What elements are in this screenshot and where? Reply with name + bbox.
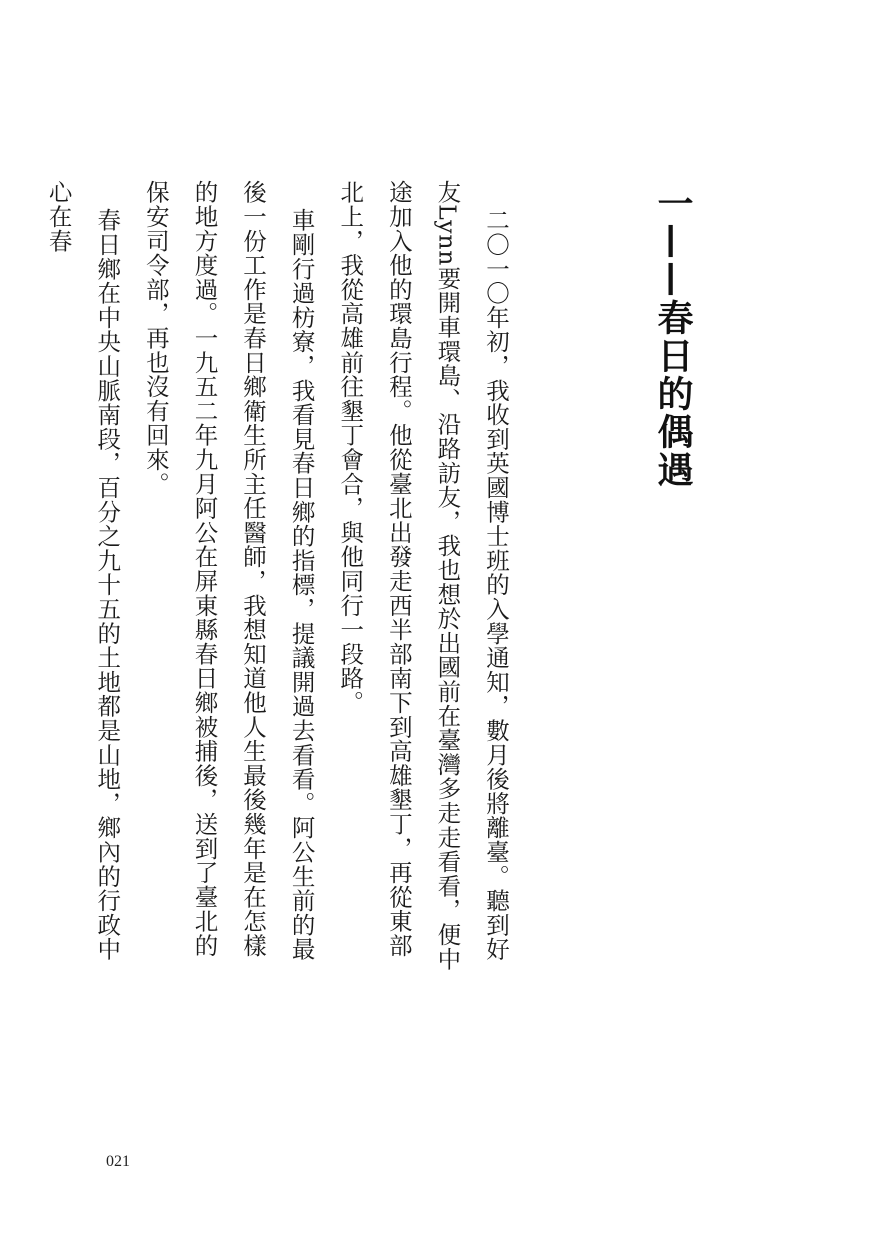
paragraph-3: 春日鄉在中央山脈南段，百分之九十五的土地都是山地，鄉內的行政中心在春	[44, 180, 122, 962]
page-number: 021	[106, 1153, 130, 1170]
chapter-number: 一	[652, 185, 694, 223]
paragraph-2: 車剛行過枋寮，我看見春日鄉的指標，提議開過去看看。阿公生前的最後一份工作是春日鄉衛生所主任醫師，我想知道他人生最後幾年是在怎樣的地方度過。一九五二年九月阿公在屏東縣春日鄉被捕後，送到了臺北的保安司令部，再也沒有回來。	[141, 180, 316, 962]
body-text	[44, 180, 520, 980]
chapter-dash: ——	[652, 223, 694, 299]
paragraph-1: 二〇一〇年初，我收到英國博士班的入學通知，數月後將離臺。聽到好友Lynn要開車環島、沿路訪友，我也想於出國前在臺灣多走走看看，便中途加入他的環島行程。他從臺北出發走西半部南下到高雄墾丁，再從東部北上，我從高雄前往墾丁會合，與他同行一段路。	[336, 180, 510, 971]
chapter-title: 春日的偶遇	[652, 299, 694, 489]
chapter-heading	[648, 185, 698, 505]
